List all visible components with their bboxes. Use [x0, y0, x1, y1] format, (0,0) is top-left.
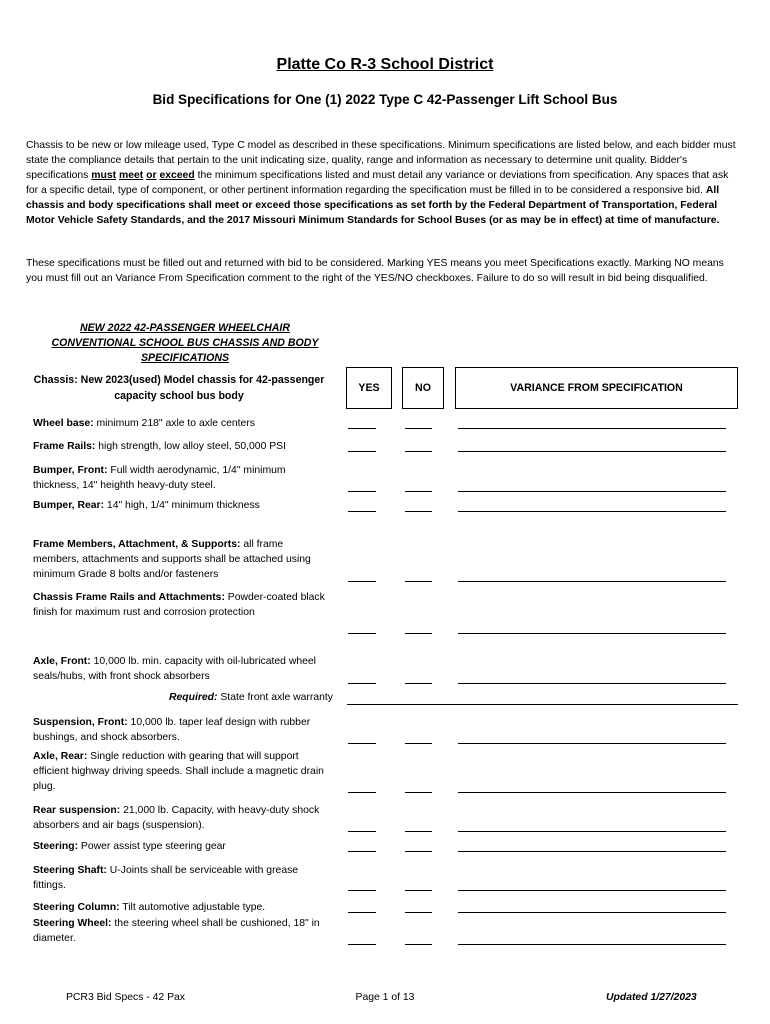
section-heading: NEW 2022 42-PASSENGER WHEELCHAIR CONVENTIONAL SCHOOL BUS CHASSIS AND BODY SPECIFICATIONS	[51, 322, 319, 364]
variance-answer-line[interactable]	[458, 428, 726, 429]
chassis-heading: Chassis: New 2023(used) Model chassis for 42-passenger capacity school bus body	[33, 374, 325, 402]
footer-doc-name: PCR3 Bid Specs - 42 Pax	[66, 992, 185, 1003]
variance-answer-line[interactable]	[458, 511, 726, 512]
intro-paragraph	[26, 138, 738, 228]
yes-answer-line[interactable]	[348, 912, 376, 913]
yes-answer-line[interactable]	[348, 743, 376, 744]
spec-item-axle-rear: Axle, Rear: Single reduction with gearing that will support efficient highway driving speeds. Shall include a magnetic drain plug.	[33, 751, 324, 792]
spec-item-rear-suspension: Rear suspension: 21,000 lb. Capacity, with heavy-duty shock absorbers and air bags (suspension).	[33, 805, 320, 831]
spec-item-wheel-base: Wheel base: minimum 218" axle to axle centers	[33, 418, 255, 429]
spec-item-steering-column: Steering Column: Tilt automotive adjustable type.	[33, 902, 266, 913]
variance-answer-line[interactable]	[458, 451, 726, 452]
yes-answer-line[interactable]	[348, 428, 376, 429]
variance-answer-line[interactable]	[458, 743, 726, 744]
emphasis-or: or	[146, 170, 157, 181]
yes-column-header: YES	[346, 367, 392, 409]
yes-answer-line[interactable]	[348, 581, 376, 582]
variance-answer-line[interactable]	[458, 683, 726, 684]
footer-updated-date: Updated 1/27/2023	[606, 992, 697, 1003]
yes-answer-line[interactable]	[348, 792, 376, 793]
yes-answer-line[interactable]	[348, 633, 376, 634]
no-column-header: NO	[402, 367, 444, 409]
spec-item-axle-front: Axle, Front: 10,000 lb. min. capacity with oil-lubricated wheel seals/hubs, with front shock absorbers	[33, 656, 316, 682]
yes-answer-line[interactable]	[348, 511, 376, 512]
variance-answer-line[interactable]	[458, 792, 726, 793]
no-answer-line[interactable]	[405, 581, 432, 582]
no-answer-line[interactable]	[405, 428, 432, 429]
no-answer-line[interactable]	[405, 491, 432, 492]
spec-item-steering-wheel: Steering Wheel: the steering wheel shall be cushioned, 18" in diameter.	[33, 918, 320, 944]
variance-column-header: VARIANCE FROM SPECIFICATION	[455, 367, 738, 409]
spec-item-frame-members: Frame Members, Attachment, & Supports: all frame members, attachments and supports shall be attached using minimum Grade 8 bolts and/or fasteners	[33, 539, 311, 580]
required-note: Required: State front axle warranty	[168, 692, 333, 703]
variance-answer-line[interactable]	[458, 944, 726, 945]
no-answer-line[interactable]	[405, 511, 432, 512]
spec-item-suspension-front: Suspension, Front: 10,000 lb. taper leaf design with rubber bushings, and shock absorbers.	[33, 717, 311, 743]
spec-item-bumper-rear: Bumper, Rear: 14" high, 1/4" minimum thickness	[33, 500, 260, 511]
no-answer-line[interactable]	[405, 683, 432, 684]
yes-answer-line[interactable]	[348, 851, 376, 852]
variance-answer-line[interactable]	[458, 633, 726, 634]
variance-answer-line[interactable]	[458, 831, 726, 832]
page-subtitle: Bid Specifications for One (1) 2022 Type C 42-Passenger Lift School Bus	[152, 92, 618, 107]
yes-answer-line[interactable]	[348, 683, 376, 684]
yes-answer-line[interactable]	[348, 831, 376, 832]
instructions-paragraph: These specifications must be filled out and returned with bid to be considered. Marking YES means you meet Specifications exactly. Marking NO means you must fill out an Variance From Specification comment to the right of the YES/NO checkboxes. Failure to do so will result in bid being disqualified.	[26, 258, 724, 284]
spec-item-steering-shaft: Steering Shaft: U-Joints shall be serviceable with grease fittings.	[33, 865, 299, 891]
spec-item-chassis-frame-rails: Chassis Frame Rails and Attachments: Powder-coated black finish for maximum rust and corrosion protection	[33, 592, 325, 618]
intro-text-b: the minimum specifications listed and must detail any variance or deviations from specification. Any spaces that ask for a specific detail, type of component, or other pertinent information regarding the specification must be filled in to be considered a responsive bid.	[26, 170, 729, 196]
variance-answer-line[interactable]	[458, 890, 726, 891]
variance-answer-line[interactable]	[458, 491, 726, 492]
yes-answer-line[interactable]	[348, 451, 376, 452]
page-title: Platte Co R-3 School District	[276, 56, 494, 73]
yes-answer-line[interactable]	[348, 944, 376, 945]
variance-answer-line[interactable]	[458, 912, 726, 913]
no-answer-line[interactable]	[405, 633, 432, 634]
yes-answer-line[interactable]	[348, 890, 376, 891]
variance-answer-line[interactable]	[458, 581, 726, 582]
intro-bold-text: All chassis and body specifications shall meet or exceed those specifications as set forth by the Federal Department of Transportation, Federal Motor Vehicle Safety Standards, and the 2017 Missouri Minimum Standards for School Buses (or as may be in effect) at time of manufacture.	[26, 185, 720, 226]
no-answer-line[interactable]	[405, 944, 432, 945]
no-answer-line[interactable]	[405, 451, 432, 452]
emphasis-exceed: exceed	[159, 170, 195, 181]
no-answer-line[interactable]	[405, 792, 432, 793]
yes-answer-line[interactable]	[348, 491, 376, 492]
required-answer-line[interactable]	[347, 704, 738, 705]
no-answer-line[interactable]	[405, 743, 432, 744]
intro-text-a: Chassis to be new or low mileage used, Type C model as described in these specifications. Minimum specifications are listed below, and each bidder must state the compliance details that pertain to the unit indicating size, quality, range and information as necessary to determine unit quality. Bidder's specifications	[26, 140, 736, 181]
no-answer-line[interactable]	[405, 890, 432, 891]
footer-page-number: Page 1 of 13	[355, 992, 415, 1003]
spec-item-steering: Steering: Power assist type steering gear	[33, 841, 226, 852]
emphasis-meet: meet	[118, 170, 144, 181]
no-answer-line[interactable]	[405, 851, 432, 852]
variance-answer-line[interactable]	[458, 851, 726, 852]
spec-item-frame-rails: Frame Rails: high strength, low alloy steel, 50,000 PSI	[33, 441, 286, 452]
no-answer-line[interactable]	[405, 831, 432, 832]
spec-item-bumper-front: Bumper, Front: Full width aerodynamic, 1/4" minimum thickness, 14" heighth heavy-duty steel.	[33, 465, 286, 491]
emphasis-must: must	[91, 170, 117, 181]
no-answer-line[interactable]	[405, 912, 432, 913]
